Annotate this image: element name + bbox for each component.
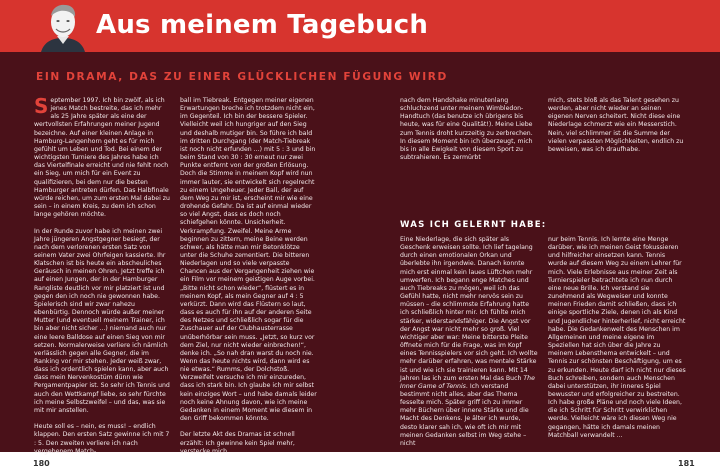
- book-title: The Inner Game of Tennis: [400, 374, 535, 390]
- chapter-subtitle: EIN DRAMA, DAS ZU EINER GLÜCKLICHEN FÜGUNG WIRD: [36, 71, 448, 83]
- page-title: Aus meinem Tagebuch: [96, 10, 429, 40]
- text-column-2: ball im Tiebreak. Entgegen meiner eigenen Erwartungen breche ich trotzdem nicht ein, im Gegenteil. Ich bin der bessere Spieler. Vielleicht weil ich hungriger auf den Sieg und deshalb mutiger bin. So führe ich bald im dritten Durchgang (der Match-Tiebreak ist noch nicht erfunden ...) mit 5 : 3 und bin beim Stand von 30 : 30 erneut nur zwei Punkte entfernt von der großen Erlösung. Doch die Stimme in meinem Kopf wird nun immer lauter, sie entwickelt sich regelrecht zu einem Ungeheuer. Jeder Ball, der auf dem Weg zu mir ist, erscheint mir wie eine drohende Gefahr. Da ist auf einmal wieder so viel Angst, dass es doch noch schiefgehen könnte. Unsicherheit. Verkrampfung. Zweifel. Meine Arme beginnen zu zittern, meine Beine werden schwer, als hätte man mir Betonklötze unter die Schuhe zementiert. Die bitteren Niederlagen und so viele verpasste Chancen aus der Vergangenheit ziehen wie ein Film vor meinem geistigen Auge vorbei. „Bitte nicht schon wieder“, flüstert es in meinem Kopf, als mein Gegner auf 4 : 5 verkürzt. Dann wird das Flüstern so laut, dass es auch für ihn auf der anderen Seite des Netzes und schließlich sogar für die Zuschauer auf der Clubhausterrasse unüberhörbar sein muss. „Jetzt, so kurz vor dem Ziel, nur nicht wieder einbrechen!“, denke ich. „So nah dran warst du noch nie. Wenn das heute nichts wird, dann wird es nie etwas.“ Rumms, der Dolchstoß. Verzweifelt versuche ich mir einzureden, dass ich stark bin. Ich glaube ich mir selbst kein einziges Wort – und habe damals leider noch keine Ahnung davon, wie ich meine Gedanken in einem Moment wie diesem in den Griff bekommen könnte. Der letzte Akt des Dramas ist schnell erzählt: Ich gewinne kein Spiel mehr, verstecke mich: [180, 97, 317, 455]
- column-1-text: eptember 1997. Ich bin zwölf, als ich jenes Match bestreite, das ich mehr als 25 Jahre später als eine der wertvollsten Erfahrungen meiner Jugend bezeichne. Auf einer kleinen Anlage in Hamburg-Langenhorn geht es für mich gefühlt um Leben und Tod. Bei einem der wichtigsten Turniere des Jahres habe ich das Viertelfinale erreicht und nie fehlt noch ein Sieg, um mich für ein Event zu qualifizieren, bei dem nur die besten Hamburger antreten dürfen. Das Halbfinale würde reichen, um zum ersten Mal dabei zu sein – in einem Kreis, zu dem ich schon lange gehören möchte. In der Runde zuvor habe ich meinen zwei Jahre jüngeren Angstgegner besiegt, der nach dem verlorenen ersten Satz von seinem Vater zwei Ohrfeigen kassierte. Ihr Klatschen ist bis heute ein abscheuliches Geräusch in meinen Ohren. Jetzt treffe ich auf einen Jungen, der in der Hamburger Rangliste deutlich vor mir platziert ist und gegen den ich noch nie gewonnen habe. Spielerisch sind wir zwar nahezu ebenbürtig. Dennoch würde außer meiner Mutter (und eventuell meinem Trainer, ich bin aber nicht sicher ...) niemand auch nur eine leere Balldose auf einen Sieg von mir setzen. Normalerweise verliere ich nämlich verlässlich gegen alle Gegner, die im Ranking vor mir stehen. Jeder weiß zwar, dass ich ordentlich spielen kann, aber auch dass mein Nervenkostüm dünn wie Pergamentpapier ist. So sehr ich Tennis und auch den Wettkampf liebe, so sehr fürchte ich meine Selbstzweifel – und das, was sie mit mir anstellen. Heute soll es – nein, es muss! – endlich klappen. Den ersten Satz gewinne ich mit 7 : 5. Den zweiten verliere ich nach vergebenem Match-: [34, 97, 170, 455]
- text-column-6: nur beim Tennis. Ich lernte eine Menge darüber, wie ich meinen Geist fokussieren und hilfreicher einsetzen kann. Tennis wurde auf diesem Weg zu einem Lehrer für mich. Viele Erlebnisse aus meiner Zeit als Turnierspieler betrachtete ich nun durch eine neue Brille. Ich verstand sie zunehmend als Wegweiser und konnte meinen Frieden damit schließen, dass ich einige sportliche Ziele, denen ich als Kind und Jugendlicher hinterherlief, nicht erreicht habe. Die Gedankenwelt des Menschen im Allgemeinen und meine eigene im Speziellen hat sich über die Jahre zu meinem Lebensthema entwickelt – und Tennis zur schönsten Beschäftigung, um es zu erkunden. Heute darf ich nicht nur dieses Buch schreiben, sondern auch Menschen dabei unterstützen, ihr inneres Spiel bewusster und erfolgreicher zu bestreiten. Ich habe große Pläne und noch viele Ideen, die ich Schritt für Schritt verwirklichen werde. Vielleicht wäre ich diesen Weg nie gegangen, hätte ich damals meinen Matchball verwandelt ...: [548, 236, 686, 439]
- text-column-4: mich, stets bloß als das Talent gesehen zu werden, aber nicht wieder an seinen eigenen Nerven scheitert. Nicht diese eine Niederlage schmerzt wie ein Messerstich. Nein, viel schlimmer ist die Summe der vielen verpassten Möglichkeiten, endlich zu beweisen, was ich draufhabe.: [548, 97, 684, 153]
- author-portrait: [38, 0, 88, 52]
- column-5-text-start: Eine Niederlage, die sich später als Geschenk erweisen sollte. Ich lief tagelang durch einen emotionalen Orkan und überlebte ihn irgendwie. Danach konnte mich erst einmal kein laues Lüftchen mehr umwerfen. Ich begann enge Matches und auch Tiebreaks zu mögen, weil ich das Gefühl hatte, nicht mehr nervös sein zu müssen – die schlimmste Erfahrung hatte ich schließlich hinter mir. Ich fühlte mich stärker, widerstandsfähiger. Die Angst vor der Angst war nicht mehr so groß. Viel wichtiger aber war: Meine bitterste Pleite öffnete mich für die Frage, was im Kopf eines Tennisspielers vor sich geht. Ich wollte mehr darüber erfahren, was mentale Stärke ist und wie ich sie trainieren kann. Mit 14 Jahren las ich zum ersten Mal das Buch: [400, 236, 538, 382]
- section-heading: WAS ICH GELERNT HABE:: [400, 220, 547, 230]
- dropcap: S: [34, 94, 49, 118]
- text-column-5: [400, 236, 538, 448]
- page-number-left: 180: [33, 459, 50, 468]
- page-number-right: 181: [678, 459, 695, 468]
- column-5-text-end: . Ich verstand bestimmt nicht alles, aber das Thema fesselte mich. Später griff ich zu immer mehr Büchern über innere Stärke und die Macht des Denkens. Je älter ich wurde, desto klarer sah ich, wie oft ich mir mit meinen Gedanken selbst im Weg stehe – nicht: [400, 382, 529, 447]
- text-column-3: nach dem Handshake minutenlang schluchzend unter meinem Wimbledon-Handtuch (das benutze ich übrigens bis heute, was für eine Qualität!). Meine Liebe zum Tennis droht kurzzeitig zu zerbrechen. In diesem Moment bin ich überzeugt, mich bis in alle Ewigkeit von diesem Sport zu subtrahieren. Es zermürbt: [400, 97, 533, 162]
- text-column-1: [34, 94, 170, 456]
